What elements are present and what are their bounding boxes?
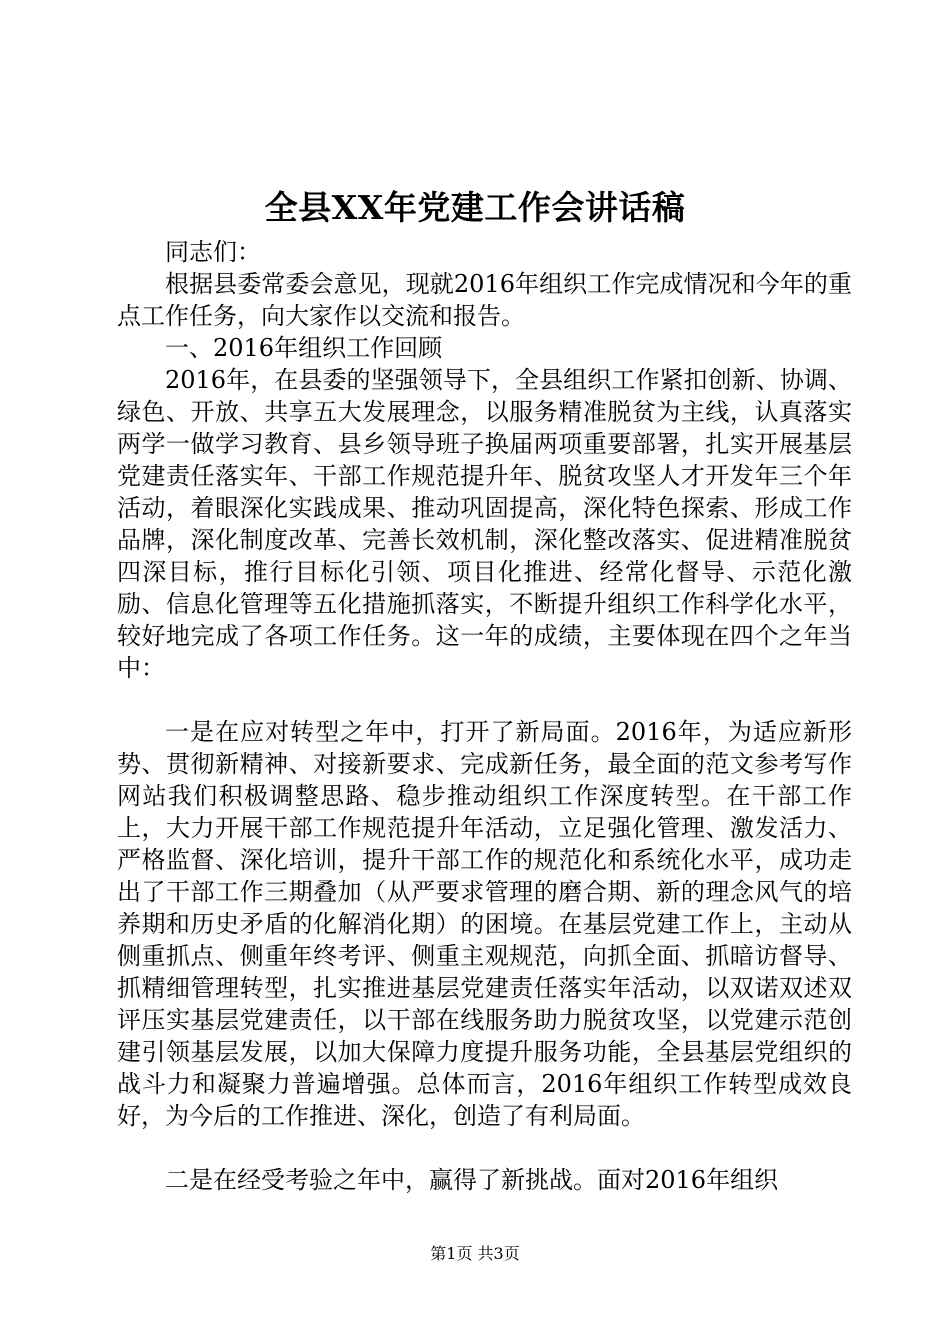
document-body xyxy=(117,236,852,1196)
salutation: 同志们： xyxy=(165,238,261,266)
page-number: 第1页 共3页 xyxy=(430,1244,520,1263)
paragraph-point-one: 一是在应对转型之年中，打开了新局面。2016年，为适应新形势、贯彻新精神、对接新要求、完成新任务，最全面的范文参考写作网站我们积极调整思路、稳步推动组织工作深度转型。在干部工作上，大力开展干部工作规范提升年活动，立足强化管理、激发活力、严格监督、深化培训，提升干部工作的规范化和系统化水平，成功走出了干部工作三期叠加（从严要求管理的磨合期、新的理念风气的培养期和历史矛盾的化解消化期）的困境。在基层党建工作上，主动从侧重抓点、侧重年终考评、侧重主观规范，向抓全面、抓暗访督导、抓精细管理转型，扎实推进基层党建责任落实年活动，以双诺双述双评压实基层党建责任，以干部在线服务助力脱贫攻坚，以党建示范创建引领基层发展，以加大保障力度提升服务功能，全县基层党组织的战斗力和凝聚力普遍增强。总体而言，2016年组织工作转型成效良好，为今后的工作推进、深化，创造了有利局面。 xyxy=(117,718,852,1130)
section-heading: 一、2016年组织工作回顾 xyxy=(165,334,443,362)
document-title: 全县XX年党建工作会讲话稿 xyxy=(264,188,686,227)
paragraph-point-two: 二是在经受考验之年中，赢得了新挑战。面对2016年组织 xyxy=(165,1166,779,1194)
paragraph-intro: 根据县委常委会意见，现就2016年组织工作完成情况和今年的重点工作任务，向大家作以交流和报告。 xyxy=(117,270,852,330)
paragraph-review: 2016年，在县委的坚强领导下，全县组织工作紧扣创新、协调、绿色、开放、共享五大发展理念，以服务精准脱贫为主线，认真落实两学一做学习教育、县乡领导班子换届两项重要部署，扎实开展基层党建责任落实年、干部工作规范提升年、脱贫攻坚人才开发年三个年活动，着眼深化实践成果、推动巩固提高，深化特色探索、形成工作品牌，深化制度改革、完善长效机制，深化整改落实、促进精准脱贫四深目标，推行目标化引领、项目化推进、经常化督导、示范化激励、信息化管理等五化措施抓落实，不断提升组织工作科学化水平，较好地完成了各项工作任务。这一年的成绩，主要体现在四个之年当中： xyxy=(117,366,852,682)
